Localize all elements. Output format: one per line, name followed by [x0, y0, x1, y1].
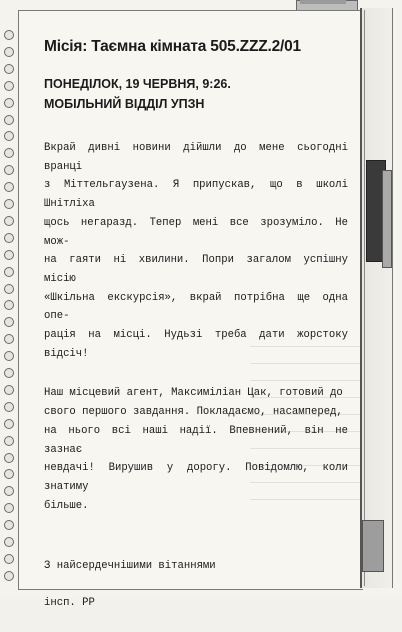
binding-ring	[4, 419, 14, 429]
paragraph-1: Вкрай дивні новини дійшли до мене сьогодні вранці з Міттельгаузена. Я припускав, що в школі Шнітліха щось негаразд. Тепер мені все зрозуміло. Не мож- на гаяти ні хвилини. Попри загалом успішну місію «Шкільна екскурсія», вкрай потрібна ще одна опе- рація на місці. Нудьзі треба дати жорстоку відсіч!	[44, 142, 348, 360]
binding-ring	[4, 453, 14, 463]
binding-ring	[4, 317, 14, 327]
binding-ring	[4, 267, 14, 277]
binding-ring	[4, 148, 14, 158]
binding-ring	[4, 300, 14, 310]
binding-ring	[4, 571, 14, 581]
binding-ring	[4, 182, 14, 192]
binding-ring	[4, 98, 14, 108]
binding-ring	[4, 537, 14, 547]
binding-ring	[4, 520, 14, 530]
binding-ring	[4, 284, 14, 294]
binding-ring	[4, 233, 14, 243]
binding-ring	[4, 165, 14, 175]
binding-ring	[4, 30, 14, 40]
binding-ring	[4, 351, 14, 361]
paragraph-2: Наш місцевий агент, Максиміліан Цак, готовий до свого першого завдання. Покладаємо, насамперед, на нього всі наші надії. Впевнений, він не зазнає невдачі! Вирушив у дорогу. Повідомлю, коли знатиму більше.	[44, 387, 348, 512]
binding-ring	[4, 402, 14, 412]
closing-line: З найсердечнішими вітаннями	[44, 560, 216, 573]
binding-ring	[4, 368, 14, 378]
binding-ring	[4, 131, 14, 141]
binding-ring	[4, 81, 14, 91]
binding-ring	[4, 554, 14, 564]
binding-ring	[4, 199, 14, 209]
document-title: Місія: Таємна кімната 505.ZZZ.2/01	[44, 38, 301, 55]
signature-line: інсп. РР	[44, 597, 95, 610]
side-tab-light	[382, 170, 392, 268]
binding-ring	[4, 47, 14, 57]
binding-ring	[4, 64, 14, 74]
binding-ring	[4, 250, 14, 260]
document-content	[38, 38, 348, 632]
top-tab-strip	[300, 0, 346, 4]
binding-ring	[4, 385, 14, 395]
binding-ring	[4, 115, 14, 125]
document-header	[44, 74, 348, 114]
date-line: ПОНЕДІЛОК, 19 ЧЕРВНЯ, 9:26.	[44, 77, 231, 91]
binding-ring	[4, 486, 14, 496]
binding-ring	[4, 334, 14, 344]
page-edge-line	[364, 10, 365, 586]
department-line: МОБІЛЬНИЙ ВІДДІЛ УПЗН	[44, 97, 205, 111]
spiral-binding	[4, 30, 16, 590]
binding-ring	[4, 469, 14, 479]
binding-ring	[4, 503, 14, 513]
binding-ring	[4, 216, 14, 226]
bottom-side-tab	[362, 520, 384, 572]
binding-ring	[4, 436, 14, 446]
signature-block	[44, 538, 348, 632]
